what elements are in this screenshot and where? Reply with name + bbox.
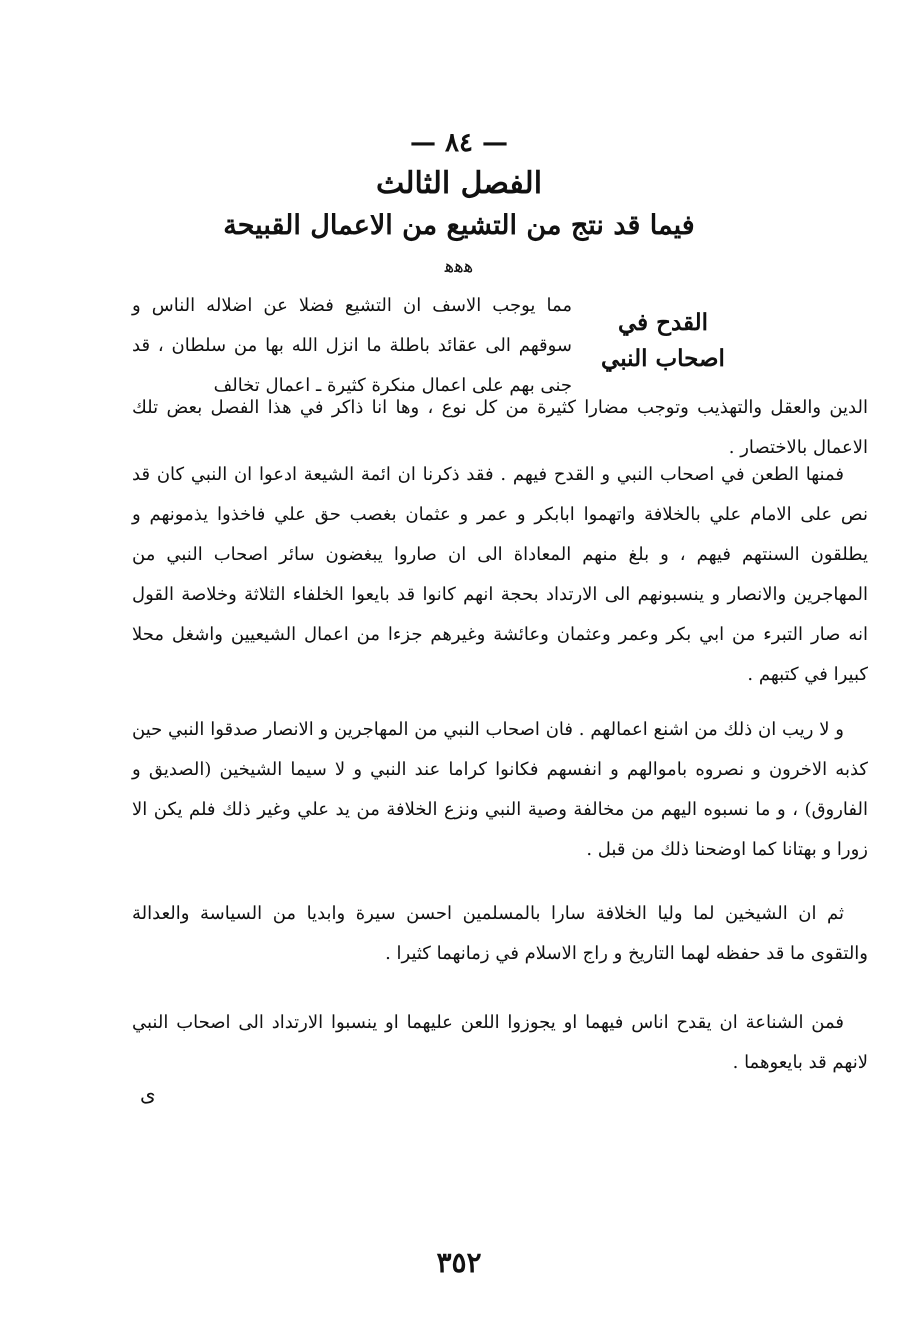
paragraph-5-text: فمن الشناعة ان يقدح اناس فيهما او يجوزوا اللعن عليهما او ينسبوا الارتداد الى اصحاب النبي لانهم قد بايعوهما . [132, 1012, 868, 1073]
chapter-title: الفصل الثالث [375, 166, 543, 201]
footnote-mark: ى [140, 1082, 156, 1106]
paragraph-3 [132, 710, 868, 870]
ornament-divider: ﻫﻫﻫ [444, 256, 474, 277]
chapter-subtitle: فيما قد نتج من التشيع من الاعمال القبيحة [223, 210, 695, 241]
intro-paragraph-continued: الدين والعقل والتهذيب وتوجب مضارا كثيرة من كل نوع ، وها انا ذاكر في هذا الفصل بعض تلك الاعمال بالاختصار . [132, 397, 868, 458]
paragraph-4-text: ثم ان الشيخين لما وليا الخلافة سارا بالمسلمين احسن سيرة وابديا من السياسة والعدالة والتقوى ما قد حفظه لهما التاريخ و راج الاسلام في زمانهما كثيرا . [132, 903, 868, 964]
page-number-top: — ٨٤ — [409, 128, 509, 158]
paragraph-2-text: فمنها الطعن في اصحاب النبي و القدح فيهم . فقد ذكرنا ان ائمة الشيعة ادعوا ان النبي كان قد نص على الامام علي بالخلافة واتهموا ابابكر و عمر و عثمان بغصب حق علي فاخذوا يذمونهم و يطلقون السنتهم فيهم ، و بلغ منهم المعاداة الى ان صاروا يبغضون سائر اصحاب النبي من المهاجرين والانصار و ينسبونهم الى الارتداد بحجة انهم كانوا قد بايعوا الخلفاء الثلاثة وخلاصة القول انه صار التبرء من ابي بكر وعمر وعثمان وعائشة وغيرهم جزءا من اعمال الشيعيين واشغل محلا كبيرا في كتبهم . [132, 464, 868, 685]
side-heading: القدح في اصحاب النبي [601, 309, 725, 372]
intro-paragraph: مما يوجب الاسف ان التشيع فضلا عن اضلاله الناس و سوقهم الى عقائد باطلة ما انزل الله بها من سلطان ، قد جنى بهم على اعمال منكرة كثيرة ـ اعمال تخالف [132, 295, 572, 396]
paragraph-5 [132, 1003, 868, 1083]
paragraph-2 [132, 455, 868, 695]
paragraph-3-text: و لا ريب ان ذلك من اشنع اعمالهم . فان اصحاب النبي من المهاجرين و الانصار صدقوا النبي حين كذبه الاخرون و نصروه باموالهم و انفسهم فكانوا كراما عند النبي و لا سيما الشيخين (الصديق و الفاروق) ، و ما نسبوه اليهم من مخالفة وصية النبي ونزع الخلافة من يد علي وغير ذلك فلم يكن الا زورا و بهتانا كما اوضحنا ذلك من قبل . [132, 719, 868, 860]
page-number-bottom: ٣٥٢ [436, 1246, 482, 1279]
paragraph-4 [132, 894, 868, 974]
